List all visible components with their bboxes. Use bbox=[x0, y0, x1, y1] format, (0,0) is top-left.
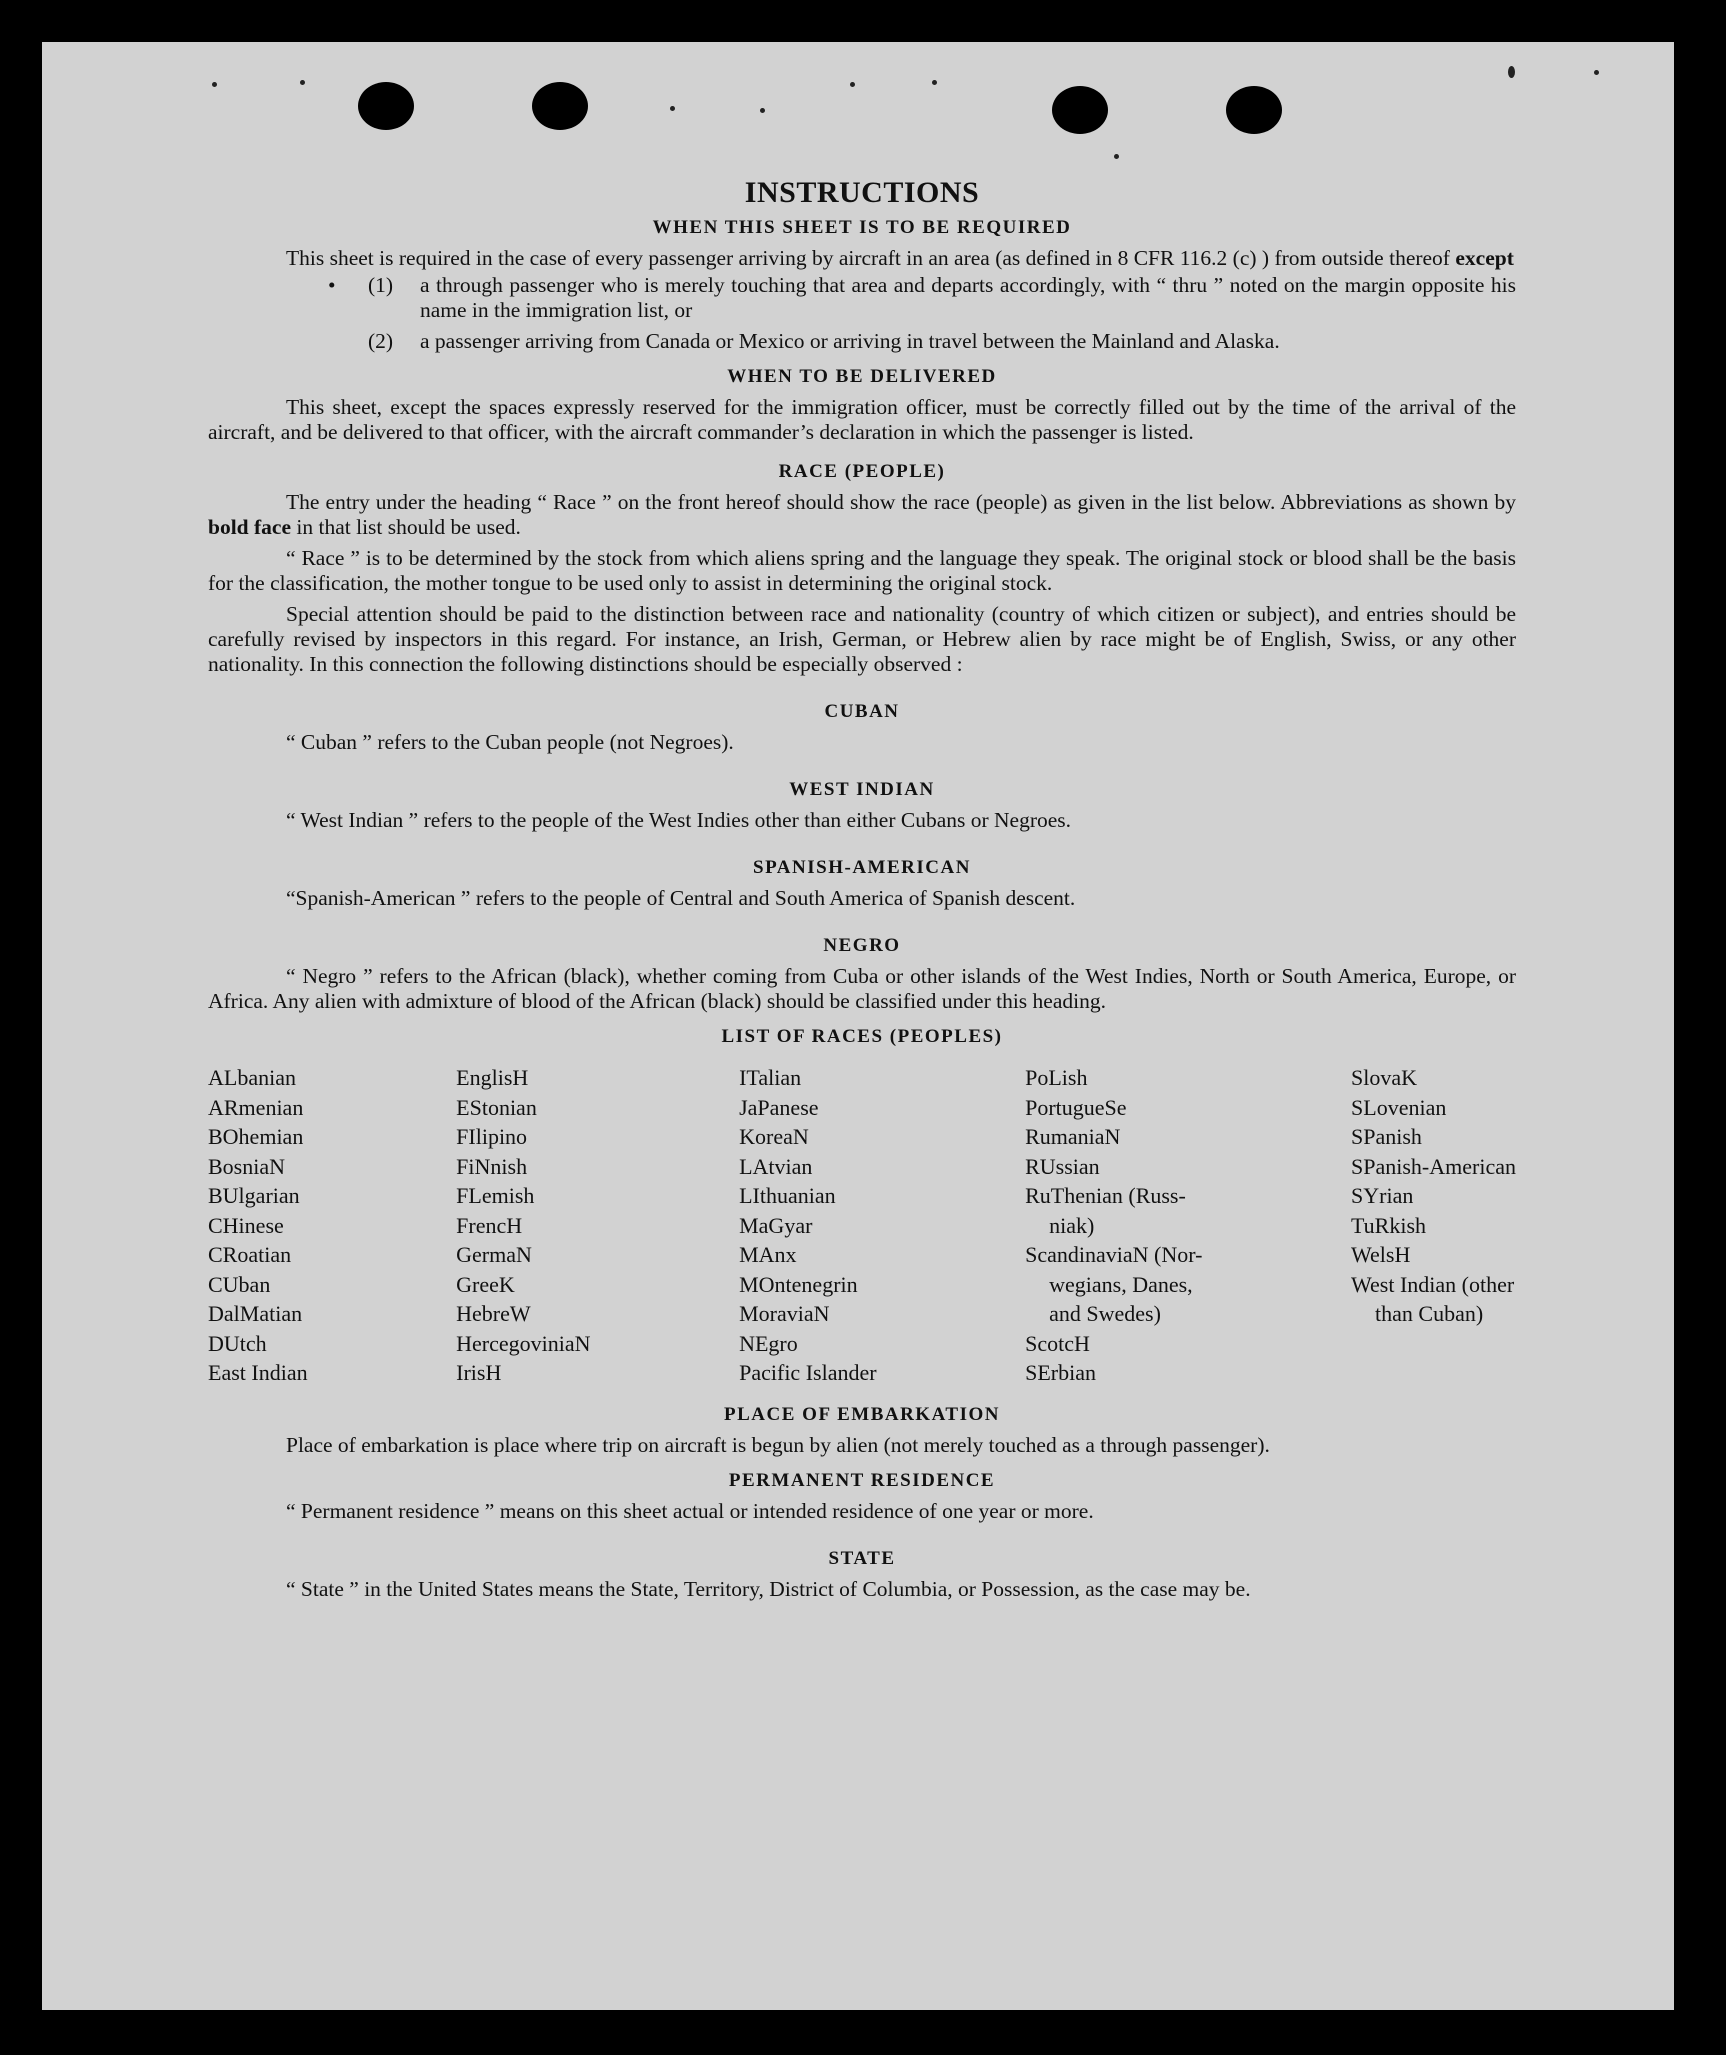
spanish-american-text: “Spanish-American ” refers to the people of Central and South America of Spanish descent. bbox=[286, 886, 1076, 910]
races-column bbox=[739, 1063, 876, 1388]
race-entry: JaPanese bbox=[739, 1094, 819, 1120]
paper-speck bbox=[212, 82, 217, 87]
race-entry: PoLish bbox=[1025, 1065, 1088, 1090]
races-column bbox=[456, 1063, 590, 1388]
section-heading-races-list: LIST OF RACES (PEOPLES) bbox=[721, 1026, 1003, 1047]
race-entry: FiNnish bbox=[456, 1153, 528, 1179]
list-item bbox=[208, 329, 1516, 354]
race-entry: ScandinaviaN (Nor- bbox=[1025, 1242, 1203, 1267]
paper-speck bbox=[760, 108, 765, 113]
paper-speck bbox=[670, 106, 675, 111]
race-entry: East Indian bbox=[208, 1360, 308, 1385]
race-entry: wegians, Danes, bbox=[1049, 1271, 1193, 1297]
race-entry: GreeK bbox=[456, 1271, 515, 1297]
paper-speck bbox=[1114, 154, 1119, 159]
race-entry: MAnx bbox=[739, 1242, 797, 1267]
race-entry: Pacific Islander bbox=[739, 1360, 877, 1385]
race-entry: LIthuanian bbox=[739, 1183, 836, 1208]
race-entry: MaGyar bbox=[739, 1212, 813, 1238]
race-entry: SPanish bbox=[1351, 1124, 1422, 1149]
section-heading-negro: NEGRO bbox=[823, 935, 901, 956]
race-entry: KoreaN bbox=[739, 1124, 809, 1149]
race-entry: CHinese bbox=[208, 1212, 284, 1238]
race-entry: RUssian bbox=[1025, 1153, 1100, 1179]
race-entry: HercegoviniaN bbox=[456, 1330, 591, 1356]
section-heading-delivered: WHEN TO BE DELIVERED bbox=[727, 366, 997, 387]
list-item bbox=[208, 273, 1516, 323]
race-entry: SlovaK bbox=[1351, 1065, 1418, 1090]
delivered-text: This sheet, except the spaces expressly reserved for the immigration officer, must be correctly filled out by the time of the arrival of the aircraft, and be delivered to that officer, with the aircraft commander’s declaration in which the passenger is listed. bbox=[208, 395, 1516, 444]
race-entry: RuThenian (Russ- bbox=[1025, 1183, 1186, 1208]
race-entry: FLemish bbox=[456, 1183, 535, 1208]
race-entry: SLovenian bbox=[1351, 1094, 1447, 1120]
race-entry: EStonian bbox=[456, 1094, 537, 1120]
race-entry: FIlipino bbox=[456, 1124, 528, 1149]
item-text: a through passenger who is merely touching that area and departs accordingly, with “ thru ” noted on the margin opposite his name in the immigration list, or bbox=[420, 273, 1516, 322]
race-entry: LAtvian bbox=[739, 1153, 813, 1179]
punch-hole bbox=[1052, 86, 1108, 134]
item-text: a passenger arriving from Canada or Mexico or arriving in travel between the Mainland and Alaska. bbox=[420, 329, 1280, 353]
required-intro: This sheet is required in the case of every passenger arriving by aircraft in an area (as defined in 8 CFR 116.2 (c) ) from outside thereof except bbox=[286, 246, 1514, 270]
section-heading-west-indian: WEST INDIAN bbox=[789, 779, 935, 800]
races-column bbox=[1351, 1063, 1516, 1388]
race-entry: CRoatian bbox=[208, 1242, 292, 1267]
race-paragraph: Special attention should be paid to the distinction between race and nationality (country of which citizen or subject), and entries should be carefully revised by inspectors in this regard. For instance, an Irish, German, or Hebrew alien by race might be of English, Swiss, or any other nationality. In this connection the following distinctions should be especially observed : bbox=[208, 602, 1516, 676]
section-heading-embarkation: PLACE OF EMBARKATION bbox=[724, 1403, 1000, 1425]
section-heading-spanish-american: SPANISH-AMERICAN bbox=[753, 857, 971, 878]
residence-text: “ Permanent residence ” means on this sheet actual or intended residence of one year or more. bbox=[286, 1498, 1094, 1523]
paper-speck bbox=[932, 80, 937, 85]
paper-speck bbox=[1594, 70, 1599, 75]
race-entry: RumaniaN bbox=[1025, 1124, 1121, 1149]
cuban-text: “ Cuban ” refers to the Cuban people (not Negroes). bbox=[286, 730, 734, 754]
section-heading-race: RACE (PEOPLE) bbox=[778, 461, 946, 482]
paper-speck bbox=[1508, 66, 1515, 78]
race-entry: IrisH bbox=[456, 1360, 502, 1385]
race-entry: BosniaN bbox=[208, 1153, 285, 1179]
race-entry: SYrian bbox=[1351, 1183, 1414, 1208]
item-number: (1) bbox=[368, 273, 394, 297]
race-entry: MoraviaN bbox=[739, 1301, 830, 1326]
section-heading-required: WHEN THIS SHEET IS TO BE REQUIRED bbox=[652, 217, 1072, 238]
bullet-icon: • bbox=[328, 273, 336, 297]
paper-speck bbox=[850, 82, 855, 87]
race-entry: ScotcH bbox=[1025, 1330, 1090, 1356]
races-list bbox=[208, 1063, 1516, 1388]
race-entry: BUlgarian bbox=[208, 1183, 300, 1208]
race-entry: FrencH bbox=[456, 1212, 523, 1238]
race-entry: WelsH bbox=[1351, 1242, 1411, 1267]
race-entry: HebreW bbox=[456, 1301, 531, 1326]
race-entry: SPanish-American bbox=[1351, 1153, 1516, 1179]
state-text: “ State ” in the United States means the State, Territory, District of Columbia, or Possession, as the case may be. bbox=[286, 1576, 1251, 1601]
race-entry: DalMatian bbox=[208, 1301, 303, 1326]
race-entry: GermaN bbox=[456, 1242, 532, 1267]
races-column bbox=[208, 1063, 308, 1388]
punch-hole bbox=[358, 82, 414, 130]
race-entry: and Swedes) bbox=[1049, 1301, 1161, 1326]
punch-hole bbox=[532, 82, 588, 130]
paper-speck bbox=[300, 80, 305, 85]
race-entry: SErbian bbox=[1025, 1360, 1096, 1385]
page-title: INSTRUCTIONS bbox=[744, 176, 980, 209]
race-entry: TuRkish bbox=[1351, 1212, 1427, 1238]
embarkation-text: Place of embarkation is place where trip on aircraft is begun by alien (not merely touched as a through passenger). bbox=[286, 1432, 1270, 1457]
race-entry: EnglisH bbox=[456, 1065, 529, 1090]
section-heading-state: STATE bbox=[828, 1547, 896, 1569]
race-paragraph: “ Race ” is to be determined by the stock from which aliens spring and the language they speak. The original stock or blood shall be the basis for the classification, the mother tongue to be used only to assist in determining the original stock. bbox=[208, 546, 1516, 595]
instructions-content bbox=[208, 176, 1516, 1602]
race-entry: ARmenian bbox=[208, 1094, 304, 1120]
west-indian-text: “ West Indian ” refers to the people of the West Indies other than either Cubans or Negroes. bbox=[286, 808, 1072, 832]
race-paragraph: The entry under the heading “ Race ” on the front hereof should show the race (people) as given in the list below. Abbreviations as shown by bold face in that list should be used. bbox=[208, 490, 1516, 539]
race-entry: MOntenegrin bbox=[739, 1271, 858, 1297]
race-entry: ITalian bbox=[739, 1065, 802, 1090]
race-entry: NEgro bbox=[739, 1330, 798, 1356]
race-entry: ALbanian bbox=[208, 1065, 296, 1090]
negro-text: “ Negro ” refers to the African (black), whether coming from Cuba or other islands of the West Indies, North or South America, Europe, or Africa. Any alien with admixture of blood of the African (black) should be classified under this heading. bbox=[208, 964, 1516, 1013]
race-entry: CUban bbox=[208, 1271, 271, 1297]
section-heading-residence: PERMANENT RESIDENCE bbox=[728, 1469, 996, 1491]
item-number: (2) bbox=[368, 329, 394, 353]
race-entry: PortugueSe bbox=[1025, 1094, 1127, 1120]
race-entry: than Cuban) bbox=[1375, 1301, 1484, 1326]
section-heading-cuban: CUBAN bbox=[824, 701, 900, 722]
race-entry: niak) bbox=[1049, 1212, 1095, 1238]
races-column bbox=[1025, 1063, 1202, 1388]
race-entry: BOhemian bbox=[208, 1124, 304, 1149]
race-entry: DUtch bbox=[208, 1330, 267, 1356]
race-entry: West Indian (other bbox=[1351, 1271, 1515, 1297]
punch-hole bbox=[1226, 86, 1282, 134]
